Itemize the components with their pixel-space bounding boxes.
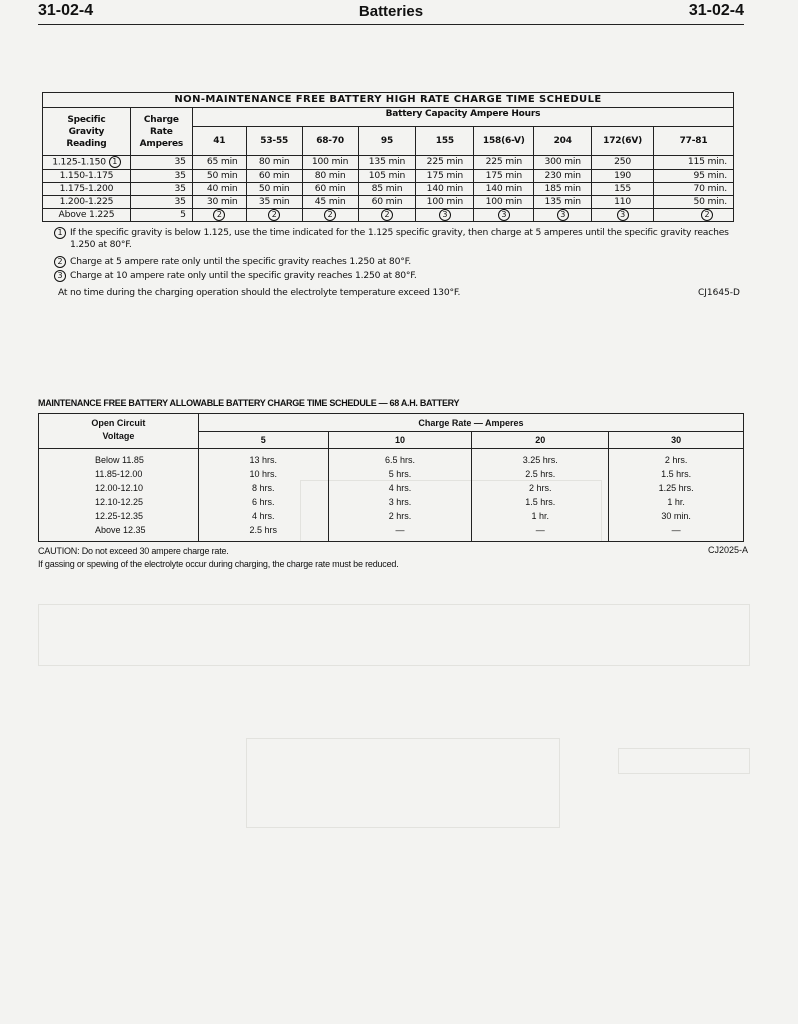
table-row: 1.200-1.225 35 30 min 35 min 45 min 60 min 100 min 100 min 135 min 110 50 min. (43, 195, 734, 208)
page-number-right: 31-02-4 (688, 2, 744, 19)
rate-20-times: 3.25 hrs. 2.5 hrs. 2 hrs. 1.5 hrs. 1 hr. — (472, 449, 609, 538)
rate-20: 20 (472, 432, 609, 449)
footnote-2: 2 Charge at 5 ampere rate only until the specific gravity reaches 1.250 at 80°F. (54, 256, 744, 268)
note-marker: 2 (268, 209, 280, 221)
rate-10-times: 6.5 hrs. 5 hrs. 4 hrs. 3 hrs. 2 hrs. — (328, 449, 472, 538)
note-marker: 2 (324, 209, 336, 221)
table-row: 1.150-1.175 35 50 min 60 min 80 min 105 min 175 min 175 min 230 min 190 95 min. (43, 169, 734, 182)
column-header-charge-rate: Charge Rate — Amperes (198, 414, 743, 432)
table-title: NON-MAINTENANCE FREE BATTERY HIGH RATE CHARGE TIME SCHEDULE (43, 93, 734, 108)
note-marker: 3 (439, 209, 451, 221)
note-marker: 3 (617, 209, 629, 221)
bleed-through-box (246, 738, 560, 828)
note-marker: 1 (109, 156, 121, 168)
note-marker: 2 (381, 209, 393, 221)
table-row: 1.175-1.200 35 40 min 50 min 60 min 85 min 140 min 140 min 185 min 155 70 min. (43, 182, 734, 195)
note-marker: 3 (54, 270, 66, 282)
capacity-158-6v: 158(6-V) (474, 127, 534, 156)
note-marker: 3 (498, 209, 510, 221)
gassing-warning: If gassing or spewing of the electrolyte occur during charging, the charge rate must be reduced. (38, 559, 399, 569)
capacity-172-6v: 172(6V) (592, 127, 654, 156)
bleed-through-box (618, 748, 750, 774)
rate-5: 5 (198, 432, 328, 449)
note-marker: 2 (213, 209, 225, 221)
caution-text: CAUTION: Do not exceed 30 ampere charge rate. (38, 546, 229, 556)
capacity-95: 95 (358, 127, 416, 156)
maintenance-free-charge-table (38, 413, 744, 542)
page-header (38, 2, 744, 25)
column-header-open-circuit-voltage: Open Circuit Voltage (39, 414, 199, 449)
note-marker: 2 (54, 256, 66, 268)
note-marker: 3 (557, 209, 569, 221)
capacity-41: 41 (192, 127, 246, 156)
column-header-specific-gravity: Specific Gravity Reading (43, 108, 131, 156)
rate-5-times: 13 hrs. 10 hrs. 8 hrs. 6 hrs. 4 hrs. 2.5 hrs (198, 449, 328, 538)
table2-title: MAINTENANCE FREE BATTERY ALLOWABLE BATTERY CHARGE TIME SCHEDULE — 68 A.H. BATTERY (38, 398, 460, 408)
table-row: Above 1.225 5 2 2 2 2 3 3 3 3 2 (43, 208, 734, 222)
column-header-capacity: Battery Capacity Ampere Hours (192, 108, 733, 127)
capacity-204: 204 (534, 127, 592, 156)
high-rate-charge-table (42, 92, 734, 222)
footnote-1: 1 If the specific gravity is below 1.125, use the time indicated for the 1.125 specific gravity, then charge at 5 amperes until the specific gravity reaches 1.250 at 80°F. (54, 227, 744, 251)
note-marker: 2 (701, 209, 713, 221)
table1-notes (54, 227, 744, 299)
capacity-53-55: 53-55 (246, 127, 302, 156)
figure-code: CJ1645-D (697, 288, 740, 298)
rate-10: 10 (328, 432, 472, 449)
footnote-3: 3 Charge at 10 ampere rate only until the specific gravity reaches 1.250 at 80°F. (54, 270, 744, 282)
page-number-left: 31-02-4 (38, 2, 94, 19)
figure-code: CJ2025-A (707, 545, 748, 555)
column-header-charge-rate: Charge Rate Amperes (130, 108, 192, 156)
page-title: Batteries (358, 3, 424, 20)
capacity-68-70: 68-70 (302, 127, 358, 156)
table-row: 1.125-1.150 1 35 65 min 80 min 100 min 135 min 225 min 225 min 300 min 250 115 min. (43, 156, 734, 170)
rate-30: 30 (609, 432, 744, 449)
note-marker: 1 (54, 227, 66, 239)
capacity-155: 155 (416, 127, 474, 156)
bleed-through-box (38, 604, 750, 666)
temperature-warning: At no time during the charging operation should the electrolyte temperature exceed 130°F. (58, 287, 461, 298)
voltage-column: Below 11.85 11.85-12.00 12.00-12.10 12.10-12.25 12.25-12.35 Above 12.35 (39, 449, 199, 538)
gravity-value: 1.125-1.150 (52, 156, 106, 168)
caution-notes (38, 545, 748, 571)
capacity-77-81: 77-81 (654, 127, 734, 156)
rate-30-times: 2 hrs. 1.5 hrs. 1.25 hrs. 1 hr. 30 min. — (609, 449, 744, 538)
